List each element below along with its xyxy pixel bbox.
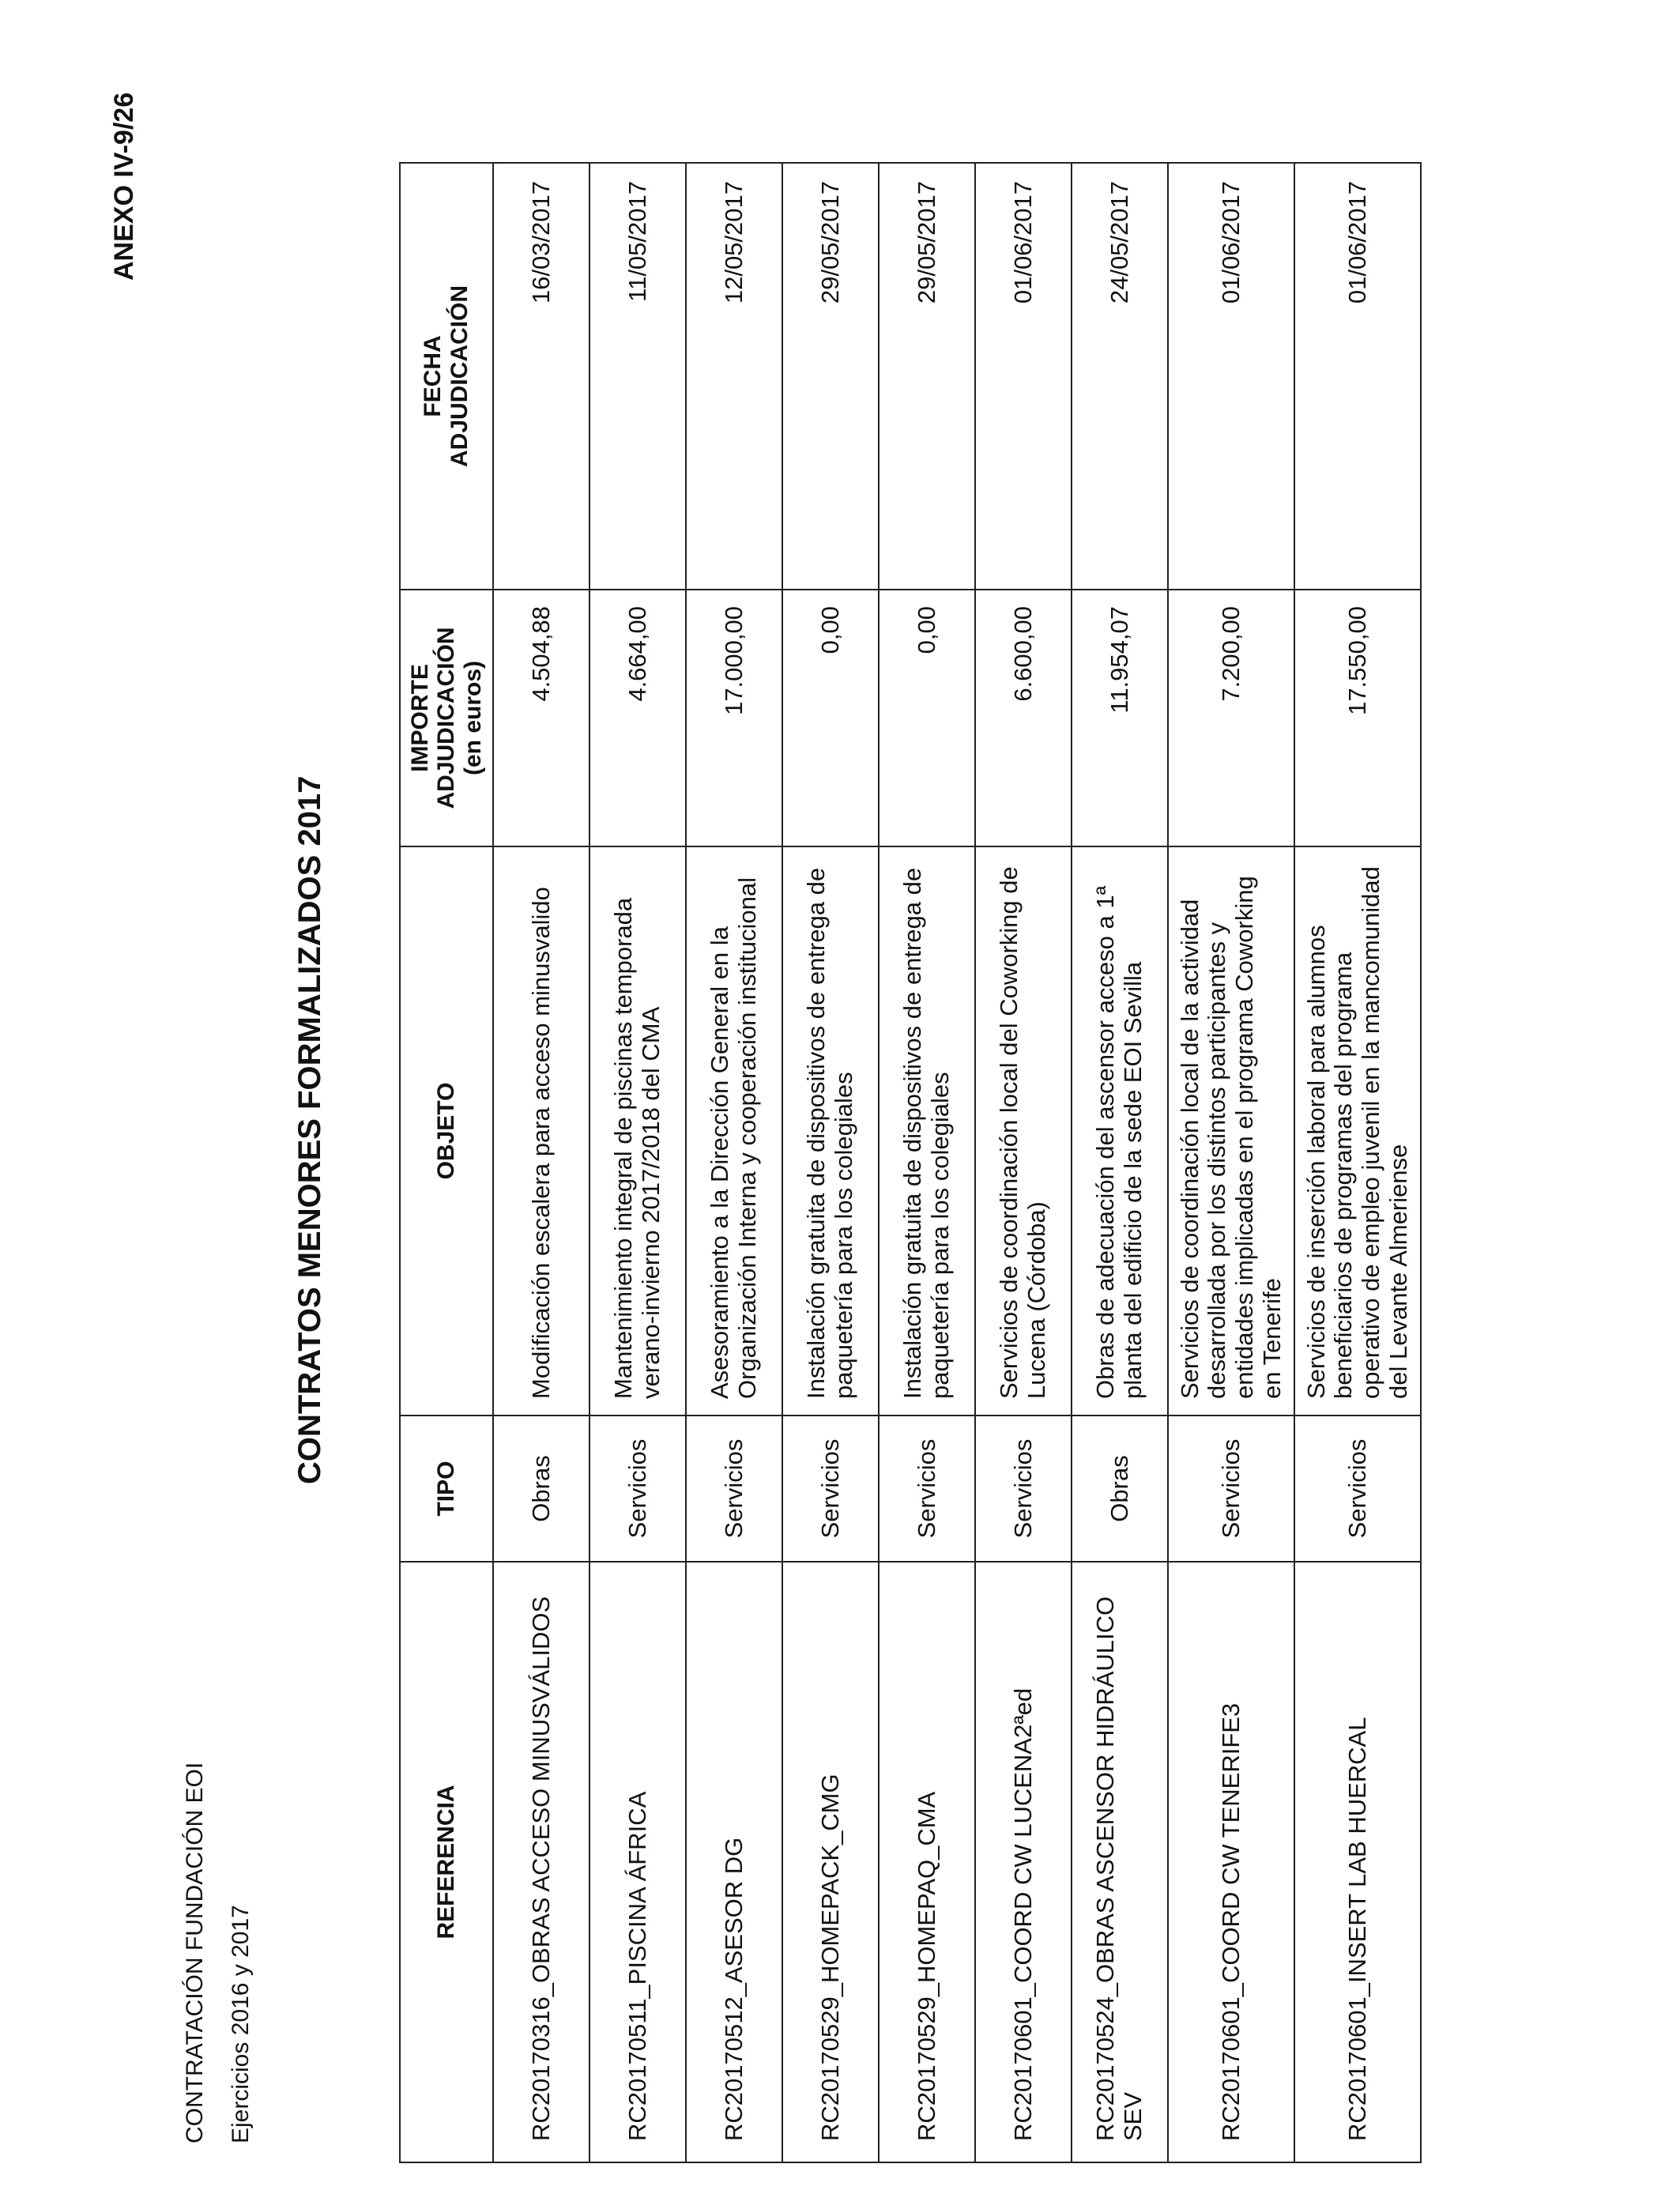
cell-referencia: RC20170529_HOMEPAQ_CMA <box>879 1562 975 2162</box>
header-importe-line2: ADJUDICACIÓN <box>433 627 460 809</box>
cell-objeto: Asesoramiento a la Dirección General en la Organización Interna y cooperación institucional <box>686 846 782 1416</box>
cell-importe: 11.954,07 <box>1072 590 1168 846</box>
header-fecha <box>400 163 493 590</box>
header-fecha-line1: FECHA <box>420 335 446 417</box>
cell-objeto: Servicios de inserción laboral para alumnos beneficiarios de programas del programa operativo de empleo juvenil en la mancomunidad del Levante Almeriense <box>1294 846 1421 1416</box>
cell-referencia: RC20170316_OBRAS ACCESO MINUSVÁLIDOS <box>493 1562 590 2162</box>
cell-fecha: 29/05/2017 <box>879 163 975 590</box>
cell-tipo: Servicios <box>879 1416 975 1562</box>
cell-objeto: Instalación gratuita de dispositivos de entrega de paquetería para los colegiales <box>879 846 975 1416</box>
cell-referencia: RC20170601_COORD CW LUCENA2ªed <box>975 1562 1072 2162</box>
header-objeto: OBJETO <box>400 846 493 1416</box>
cell-fecha: 12/05/2017 <box>686 163 782 590</box>
table-row <box>1168 163 1294 2162</box>
cell-tipo: Servicios <box>590 1416 686 1562</box>
cell-objeto: Servicios de coordinación local del Coworking de Lucena (Córdoba) <box>975 846 1072 1416</box>
cell-tipo: Obras <box>1072 1416 1168 1562</box>
table-row <box>879 163 975 2162</box>
organization-header: CONTRATACIÓN FUNDACIÓN EOI <box>182 1762 208 2143</box>
cell-referencia: RC20170524_OBRAS ASCENSOR HIDRÁULICO SEV <box>1072 1562 1168 2162</box>
header-importe-line1: IMPORTE <box>406 664 433 772</box>
table-row <box>1072 163 1168 2162</box>
header-tipo: TIPO <box>400 1416 493 1562</box>
cell-referencia: RC20170511_PISCINA ÁFRICA <box>590 1562 686 2162</box>
cell-objeto: Obras de adecuación del ascensor acceso a 1ª planta del edificio de la sede EOI Sevilla <box>1072 846 1168 1416</box>
cell-tipo: Servicios <box>1294 1416 1421 1562</box>
header-importe-line3: (en euros) <box>459 660 486 776</box>
contracts-table-container <box>399 164 1412 2163</box>
cell-importe: 7.200,00 <box>1168 590 1294 846</box>
cell-tipo: Servicios <box>975 1416 1072 1562</box>
cell-importe: 0,00 <box>782 590 879 846</box>
table-row <box>782 163 879 2162</box>
cell-importe: 0,00 <box>879 590 975 846</box>
cell-importe: 6.600,00 <box>975 590 1072 846</box>
cell-fecha: 01/06/2017 <box>1294 163 1421 590</box>
cell-fecha: 01/06/2017 <box>975 163 1072 590</box>
table-row <box>1294 163 1421 2162</box>
table-row <box>493 163 590 2162</box>
cell-objeto: Mantenimiento integral de piscinas temporada verano-invierno 2017/2018 del CMA <box>590 846 686 1416</box>
cell-importe: 4.504,88 <box>493 590 590 846</box>
cell-referencia: RC20170529_HOMEPACK_CMG <box>782 1562 879 2162</box>
cell-fecha: 16/03/2017 <box>493 163 590 590</box>
contracts-table <box>399 162 1422 2163</box>
header-referencia: REFERENCIA <box>400 1562 493 2162</box>
table-row <box>590 163 686 2162</box>
cell-fecha: 11/05/2017 <box>590 163 686 590</box>
cell-fecha: 24/05/2017 <box>1072 163 1168 590</box>
cell-importe: 17.000,00 <box>686 590 782 846</box>
page-title: CONTRATOS MENORES FORMALIZADOS 2017 <box>292 775 327 1484</box>
exercises-subheader: Ejercicios 2016 y 2017 <box>228 1905 254 2143</box>
cell-fecha: 29/05/2017 <box>782 163 879 590</box>
annex-label: ANEXO IV-9/26 <box>109 92 139 281</box>
cell-tipo: Servicios <box>782 1416 879 1562</box>
table-row <box>975 163 1072 2162</box>
table-header-row <box>400 163 493 2162</box>
table-row <box>686 163 782 2162</box>
cell-importe: 17.550,00 <box>1294 590 1421 846</box>
header-fecha-line2: ADJUDICACIÓN <box>446 285 473 468</box>
cell-tipo: Servicios <box>686 1416 782 1562</box>
cell-importe: 4.664,00 <box>590 590 686 846</box>
cell-objeto: Instalación gratuita de dispositivos de entrega de paquetería para los colegiales <box>782 846 879 1416</box>
cell-referencia: RC20170601_INSERT LAB HUERCAL <box>1294 1562 1421 2162</box>
cell-tipo: Obras <box>493 1416 590 1562</box>
cell-referencia: RC20170601_COORD CW TENERIFE3 <box>1168 1562 1294 2162</box>
cell-objeto: Modificación escalera para acceso minusvalido <box>493 846 590 1416</box>
cell-tipo: Servicios <box>1168 1416 1294 1562</box>
header-importe <box>400 590 493 846</box>
cell-objeto: Servicios de coordinación local de la actividad desarrollada por los distintos participantes y entidades implicadas en el programa Coworking en Tenerife <box>1168 846 1294 1416</box>
cell-referencia: RC20170512_ASESOR DG <box>686 1562 782 2162</box>
cell-fecha: 01/06/2017 <box>1168 163 1294 590</box>
